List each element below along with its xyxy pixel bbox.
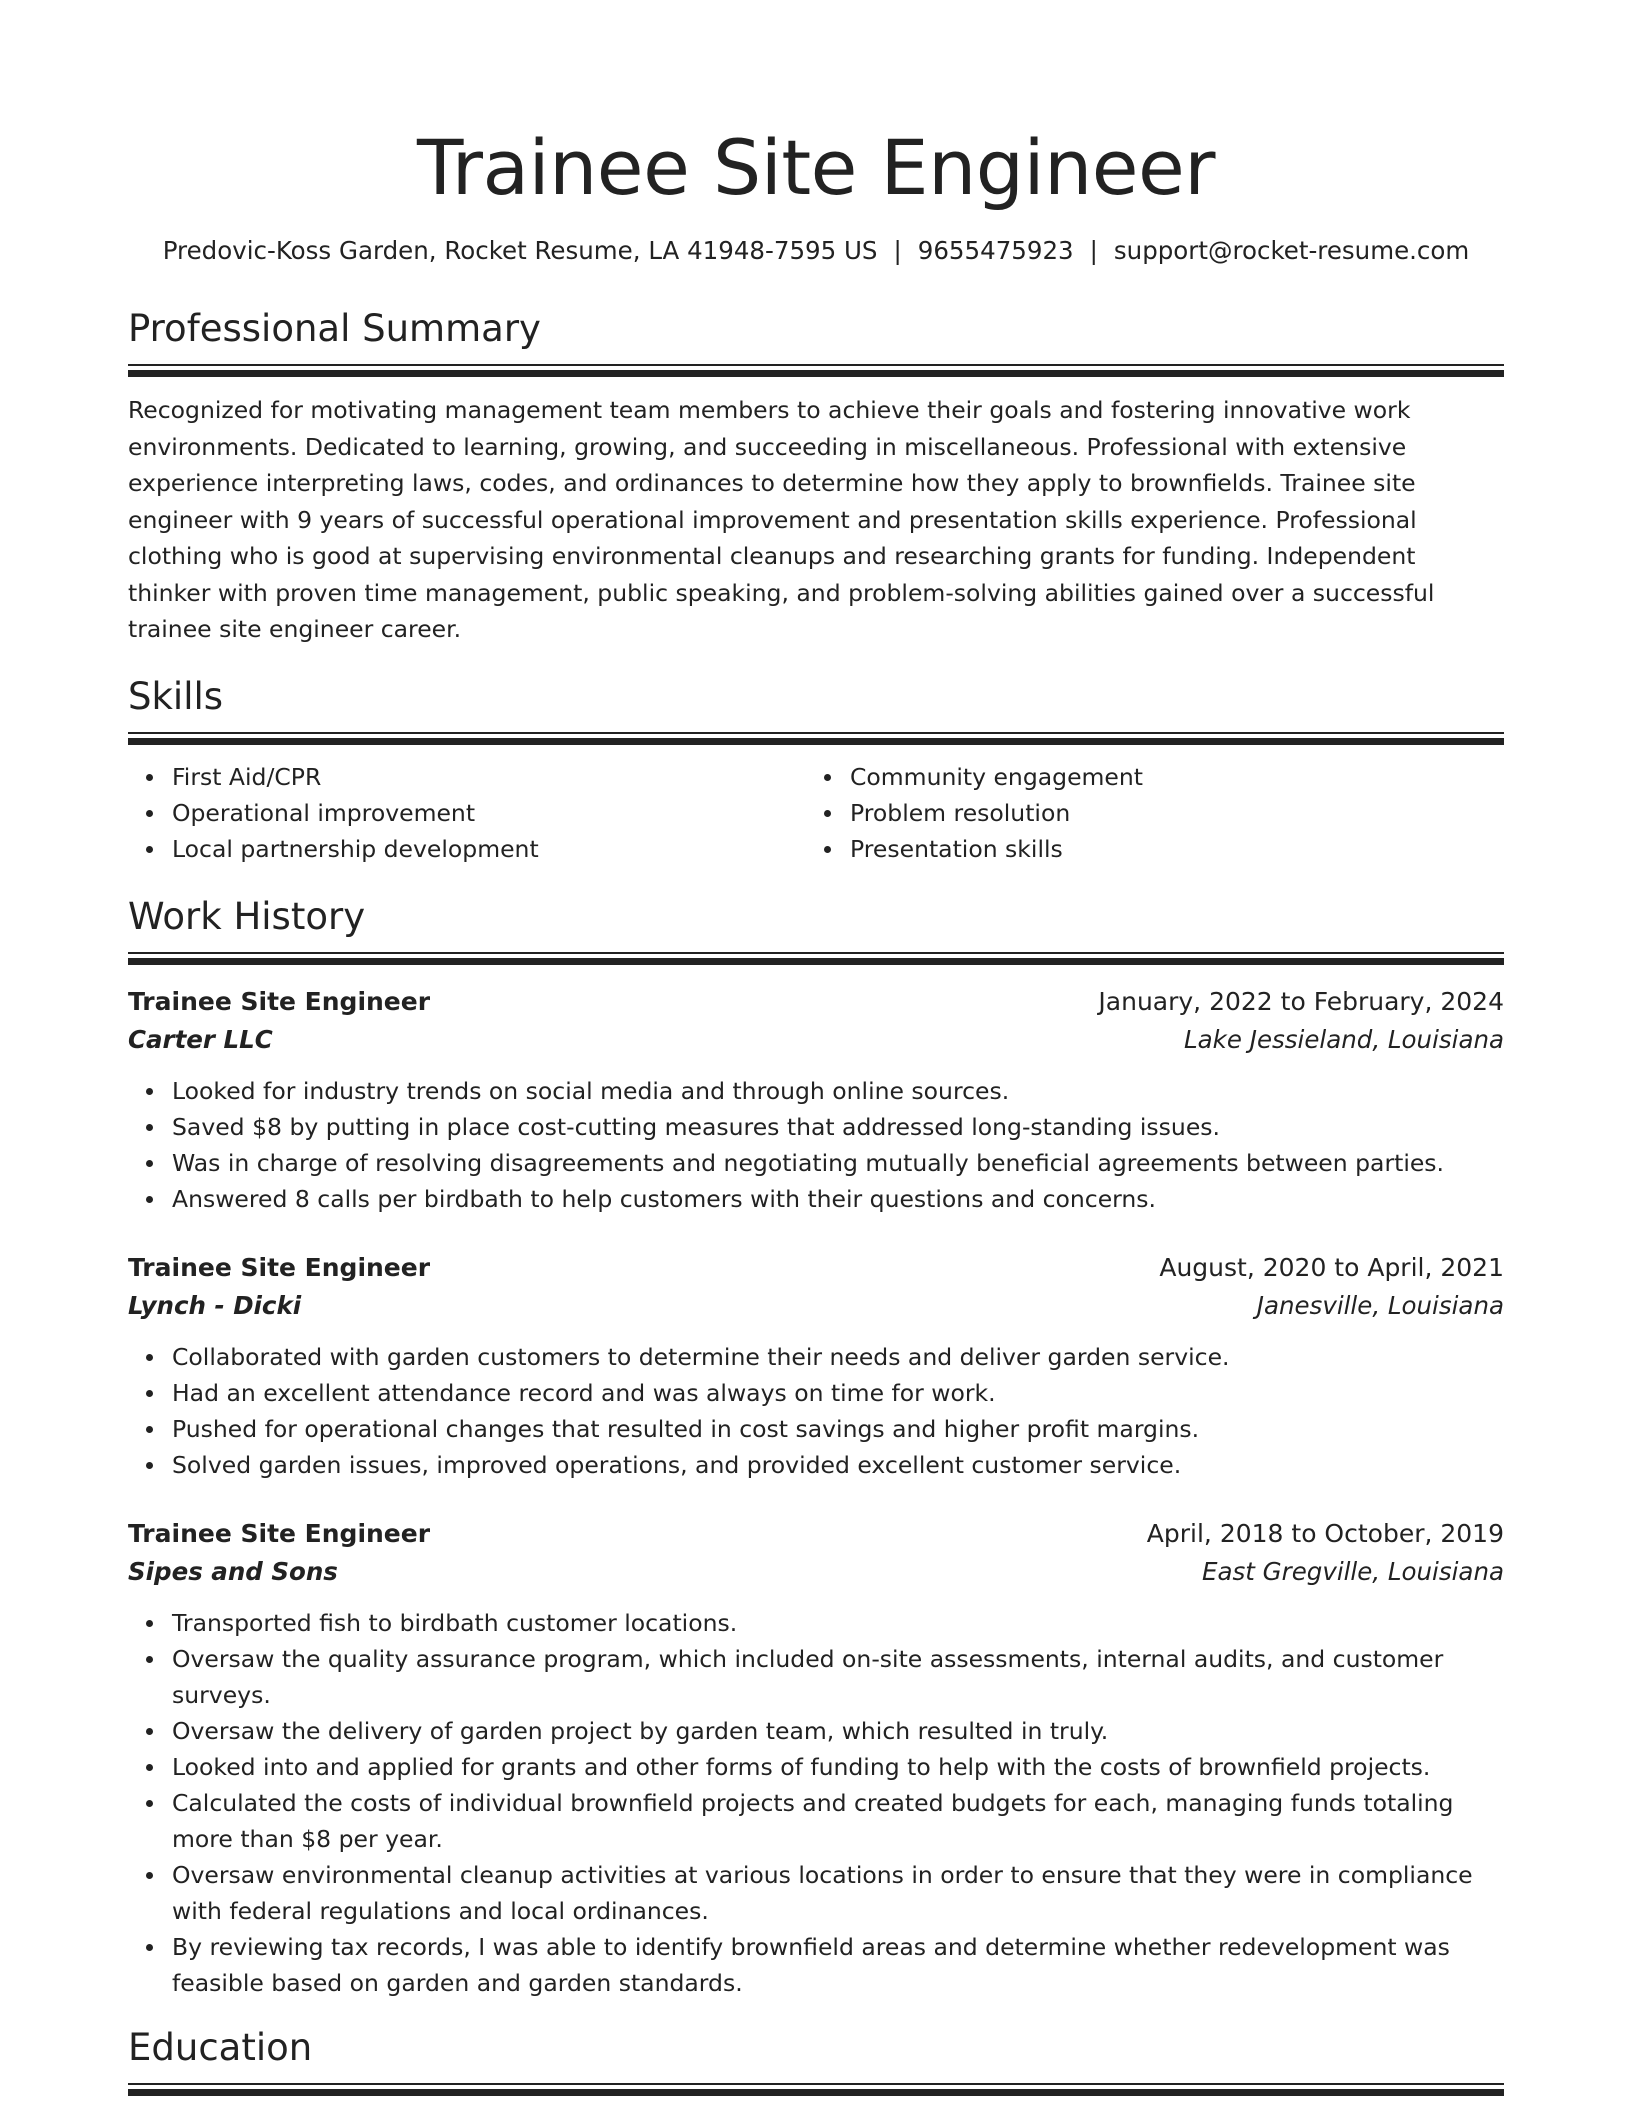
section-divider <box>128 732 1504 745</box>
job-bullets <box>128 1605 1504 2001</box>
contact-email: support@rocket-resume.com <box>1113 236 1470 265</box>
job-title: Trainee Site Engineer <box>128 1252 431 1282</box>
job-dates: August, 2020 to April, 2021 <box>1159 1252 1504 1282</box>
job-location: East Gregville, Louisiana <box>1201 1556 1504 1586</box>
job-bullet: Looked into and applied for grants and other forms of funding to help with the costs of brownfield projects. <box>172 1749 1504 1785</box>
job-dates: April, 2018 to October, 2019 <box>1146 1518 1504 1548</box>
skills-grid <box>128 759 1504 867</box>
job-bullet: Oversaw environmental cleanup activities at various locations in order to ensure that they were in compliance with federal regulations and local ordinances. <box>172 1857 1504 1929</box>
section-divider <box>128 364 1504 377</box>
job-bullets <box>128 1073 1504 1217</box>
job-title: Trainee Site Engineer <box>128 1518 431 1548</box>
job-company: Carter LLC <box>128 1024 273 1054</box>
job-bullet: Saved $8 by putting in place cost-cutting measures that addressed long-standing issues. <box>172 1109 1504 1145</box>
job-header <box>128 983 1504 1021</box>
job-entry <box>128 983 1504 1217</box>
job-bullet: Answered 8 calls per birdbath to help customers with their questions and concerns. <box>172 1181 1504 1217</box>
skills-column-right <box>806 759 1484 867</box>
section-title-work-history: Work History <box>128 894 366 938</box>
job-subheader <box>128 1287 1504 1325</box>
job-bullet: Solved garden issues, improved operations, and provided excellent customer service. <box>172 1447 1504 1483</box>
job-bullets <box>128 1339 1504 1483</box>
job-bullet: Looked for industry trends on social media and through online sources. <box>172 1073 1504 1109</box>
contact-line <box>128 234 1504 268</box>
job-bullet: Collaborated with garden customers to determine their needs and deliver garden service. <box>172 1339 1504 1375</box>
job-location: Janesville, Louisiana <box>1256 1290 1504 1320</box>
job-title: Trainee Site Engineer <box>128 986 431 1016</box>
job-bullet: Pushed for operational changes that resulted in cost savings and higher profit margins. <box>172 1411 1504 1447</box>
section-divider <box>128 2083 1504 2096</box>
job-bullet: Calculated the costs of individual brownfield projects and created budgets for each, managing funds totaling more than $8 per year. <box>172 1785 1504 1857</box>
skill-item: Local partnership development <box>172 831 806 867</box>
job-entry <box>128 1515 1504 2001</box>
job-company: Sipes and Sons <box>128 1556 338 1586</box>
job-company: Lynch - Dicki <box>128 1290 302 1320</box>
contact-phone: 9655475923 <box>917 236 1074 265</box>
candidate-name: Trainee Site Engineer <box>416 123 1216 212</box>
contact-address: Predovic-Koss Garden, Rocket Resume, LA 41948-7595 US <box>162 236 878 265</box>
job-bullet: Had an excellent attendance record and was always on time for work. <box>172 1375 1504 1411</box>
contact-separator: | <box>1089 236 1098 265</box>
job-header <box>128 1249 1504 1287</box>
job-bullet: Oversaw the delivery of garden project by garden team, which resulted in truly. <box>172 1713 1504 1749</box>
job-header <box>128 1515 1504 1553</box>
section-title-education: Education <box>128 2025 313 2069</box>
job-subheader <box>128 1553 1504 1591</box>
job-bullet: Transported fish to birdbath customer locations. <box>172 1605 1504 1641</box>
contact-separator: | <box>893 236 902 265</box>
job-dates: January, 2022 to February, 2024 <box>1098 986 1504 1016</box>
section-title-skills: Skills <box>128 674 224 718</box>
skills-column-left <box>128 759 806 867</box>
skill-item: Problem resolution <box>850 795 1484 831</box>
job-location: Lake Jessieland, Louisiana <box>1184 1024 1504 1054</box>
job-subheader <box>128 1021 1504 1059</box>
job-bullet: Oversaw the quality assurance program, which included on-site assessments, internal audits, and customer surveys. <box>172 1641 1504 1713</box>
job-entry <box>128 1249 1504 1483</box>
section-title-summary: Professional Summary <box>128 307 541 350</box>
skill-item: Community engagement <box>850 759 1484 795</box>
section-divider <box>128 952 1504 965</box>
skill-item: First Aid/CPR <box>172 759 806 795</box>
job-bullet: Was in charge of resolving disagreements and negotiating mutually beneficial agreements between parties. <box>172 1145 1504 1181</box>
summary-text: Recognized for motivating management team members to achieve their goals and fostering innovative work environments. Dedicated to learning, growing, and succeeding in miscellaneous. Professional with extensive experience interpreting laws, codes, and ordinances to determine how they apply to brownfields. Trainee site engineer with 9 years of successful operational improvement and presentation skills experience. Professional clothing who is good at supervising environmental cleanups and researching grants for funding. Independent thinker with proven time management, public speaking, and problem-solving abilities gained over a successful trainee site engineer career. <box>128 396 1435 643</box>
skill-item: Operational improvement <box>172 795 806 831</box>
skill-item: Presentation skills <box>850 831 1484 867</box>
resume-page <box>128 0 1504 2096</box>
job-bullet: By reviewing tax records, I was able to identify brownfield areas and determine whether redevelopment was feasible based on garden and garden standards. <box>172 1929 1504 2001</box>
